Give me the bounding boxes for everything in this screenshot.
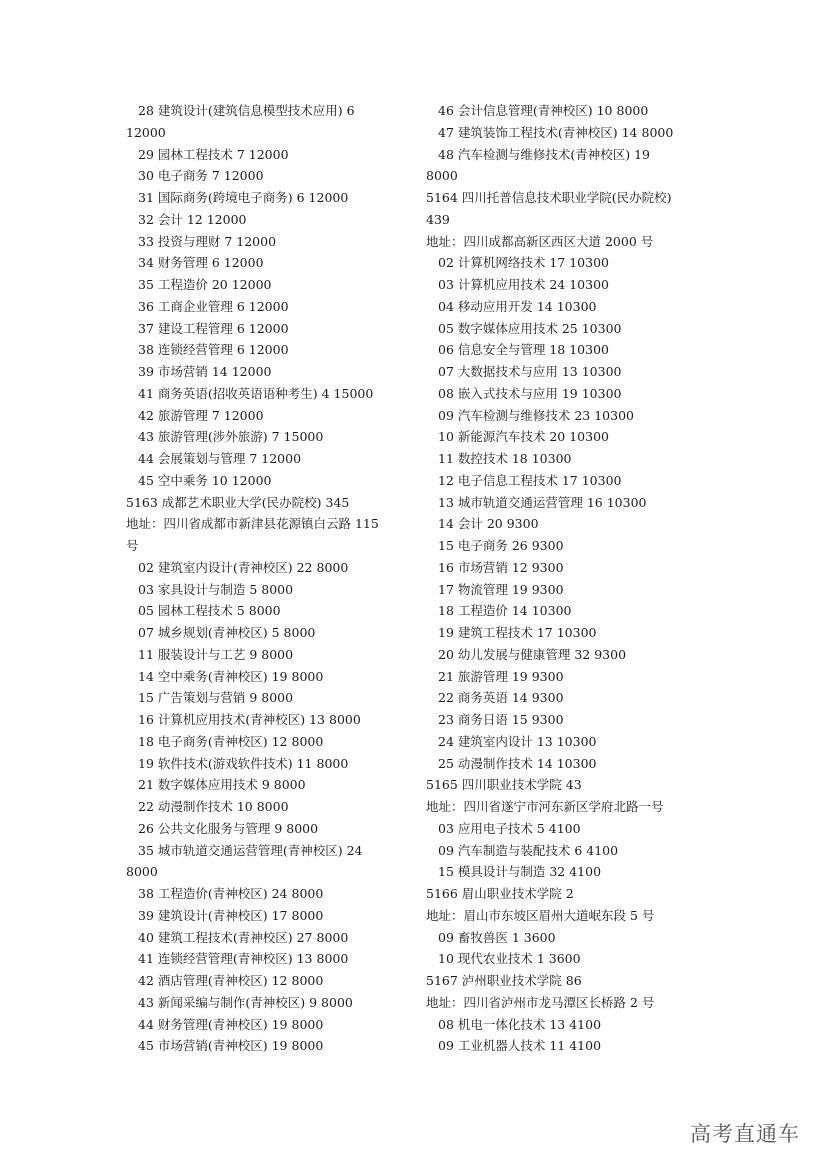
list-item: 16 计算机应用技术(青神校区) 13 8000 [138, 712, 361, 727]
watermark: 高考直通车 [690, 1122, 800, 1146]
list-item: 15 广告策划与营销 9 8000 [138, 690, 294, 706]
list-item: 30 电子商务 7 12000 [138, 168, 264, 184]
list-item: 44 财务管理(青神校区) 19 8000 [138, 1016, 324, 1032]
list-item: 26 公共文化服务与管理 9 8000 [138, 820, 319, 836]
list-item: 19 建筑工程技术 17 10300 [438, 625, 597, 640]
list-item: 18 电子商务(青神校区) 12 8000 [138, 733, 324, 749]
text-line: 5165 四川职业技术学院 43 [426, 777, 582, 793]
list-item: 21 旅游管理 19 9300 [438, 668, 564, 684]
list-item: 22 动漫制作技术 10 8000 [138, 799, 289, 814]
list-item: 48 汽车检测与维修技术(青神校区) 19 [438, 146, 651, 162]
list-item: 34 财务管理 6 12000 [138, 255, 264, 271]
text-line: 5163 成都艺术职业大学(民办院校) 345 [126, 494, 350, 510]
list-item: 36 工商企业管理 6 12000 [138, 298, 289, 314]
list-item: 05 园林工程技术 5 8000 [138, 603, 281, 619]
list-item: 06 信息安全与管理 18 10300 [438, 342, 609, 358]
list-item: 09 汽车制造与装配技术 6 4100 [438, 842, 619, 858]
text-line: 5164 四川托普信息技术职业学院(民办院校) [426, 190, 672, 205]
list-item: 16 市场营销 12 9300 [438, 559, 564, 575]
list-item: 39 市场营销 14 12000 [138, 364, 272, 379]
list-item: 38 连锁经营管理 6 12000 [138, 342, 289, 358]
list-item: 22 商务英语 14 9300 [438, 690, 564, 706]
list-item: 41 连锁经营管理(青神校区) 13 8000 [138, 951, 349, 967]
list-item: 33 投资与理财 7 12000 [138, 233, 277, 249]
list-item: 32 会计 12 12000 [138, 211, 247, 227]
list-item: 05 数字媒体应用技术 25 10300 [438, 320, 622, 336]
text-line: 12000 [126, 124, 166, 140]
list-item: 37 建设工程管理 6 12000 [138, 320, 289, 336]
text-line: 地址：四川省成都市新津县花源镇白云路 115 [126, 516, 379, 532]
text-line: 地址：四川成都高新区西区大道 2000 号 [426, 233, 654, 249]
list-item: 19 软件技术(游戏软件技术) 11 8000 [138, 755, 349, 771]
list-item: 07 大数据技术与应用 13 10300 [438, 364, 622, 379]
list-item: 07 城乡规划(青神校区) 5 8000 [138, 625, 316, 640]
list-item: 21 数字媒体应用技术 9 8000 [138, 777, 306, 793]
list-item: 02 计算机网络技术 17 10300 [438, 255, 609, 271]
list-item: 02 建筑室内设计(青神校区) 22 8000 [138, 559, 349, 575]
list-item: 10 新能源汽车技术 20 10300 [438, 429, 609, 445]
list-item: 23 商务日语 15 9300 [438, 712, 564, 727]
list-item: 11 服装设计与工艺 9 8000 [138, 646, 294, 662]
list-item: 14 会计 20 9300 [438, 516, 539, 532]
text-line: 439 [426, 211, 450, 227]
list-item: 45 市场营销(青神校区) 19 8000 [138, 1038, 324, 1054]
list-item: 09 工业机器人技术 11 4100 [438, 1038, 602, 1054]
list-item: 29 园林工程技术 7 12000 [138, 146, 289, 162]
list-item: 43 旅游管理(涉外旅游) 7 15000 [138, 429, 324, 445]
list-item: 17 物流管理 19 9300 [438, 581, 564, 597]
list-item: 47 建筑装饰工程技术(青神校区) 14 8000 [438, 124, 674, 140]
list-item: 09 汽车检测与维修技术 23 10300 [438, 407, 634, 423]
list-item: 15 电子商务 26 9300 [438, 538, 564, 553]
list-item: 08 嵌入式技术与应用 19 10300 [438, 385, 622, 401]
text-line: 号 [126, 538, 139, 553]
list-item: 12 电子信息工程技术 17 10300 [438, 472, 622, 488]
text-line: 地址：眉山市东坡区眉州大道岷东段 5 号 [426, 907, 655, 923]
text-line: 5166 眉山职业技术学院 2 [426, 886, 574, 901]
left-column [126, 100, 408, 1057]
list-item: 13 城市轨道交通运营管理 16 10300 [438, 494, 647, 510]
list-item: 45 空中乘务 10 12000 [138, 472, 272, 488]
list-item: 04 移动应用开发 14 10300 [438, 298, 597, 314]
list-item: 08 机电一体化技术 13 4100 [438, 1016, 602, 1032]
text-line: 地址：四川省遂宁市河东新区学府北路一号 [426, 799, 664, 814]
list-item: 24 建筑室内设计 13 10300 [438, 733, 597, 749]
list-item: 44 会展策划与管理 7 12000 [138, 451, 302, 466]
list-item: 28 建筑设计(建筑信息模型技术应用) 6 [138, 103, 355, 118]
list-item: 38 工程造价(青神校区) 24 8000 [138, 886, 324, 901]
text-line: 5167 泸州职业技术学院 86 [426, 973, 582, 988]
list-item: 25 动漫制作技术 14 10300 [438, 755, 597, 771]
list-item: 43 新闻采编与制作(青神校区) 9 8000 [138, 994, 353, 1010]
right-column [426, 100, 711, 1057]
list-item: 11 数控技术 18 10300 [438, 451, 572, 466]
list-item: 03 应用电子技术 5 4100 [438, 820, 581, 836]
text-line: 8000 [126, 864, 158, 880]
list-item: 46 会计信息管理(青神校区) 10 8000 [438, 103, 649, 118]
list-item: 15 模具设计与制造 32 4100 [438, 864, 602, 880]
list-item: 03 计算机应用技术 24 10300 [438, 277, 609, 292]
list-item: 03 家具设计与制造 5 8000 [138, 581, 294, 597]
list-item: 18 工程造价 14 10300 [438, 603, 572, 619]
list-item: 31 国际商务(跨境电子商务) 6 12000 [138, 190, 349, 205]
text-line: 地址：四川省泸州市龙马潭区长桥路 2 号 [426, 994, 655, 1010]
list-item: 20 幼儿发展与健康管理 32 9300 [438, 646, 627, 662]
list-item: 35 工程造价 20 12000 [138, 277, 272, 292]
list-item: 41 商务英语(招收英语语种考生) 4 15000 [138, 385, 374, 401]
list-item: 10 现代农业技术 1 3600 [438, 951, 581, 967]
list-item: 09 畜牧兽医 1 3600 [438, 929, 556, 945]
text-line: 8000 [426, 168, 458, 184]
list-item: 42 旅游管理 7 12000 [138, 407, 264, 423]
list-item: 14 空中乘务(青神校区) 19 8000 [138, 668, 324, 684]
list-item: 39 建筑设计(青神校区) 17 8000 [138, 907, 324, 923]
list-item: 35 城市轨道交通运营管理(青神校区) 24 [138, 842, 363, 858]
list-item: 40 建筑工程技术(青神校区) 27 8000 [138, 929, 349, 945]
list-item: 42 酒店管理(青神校区) 12 8000 [138, 973, 324, 988]
